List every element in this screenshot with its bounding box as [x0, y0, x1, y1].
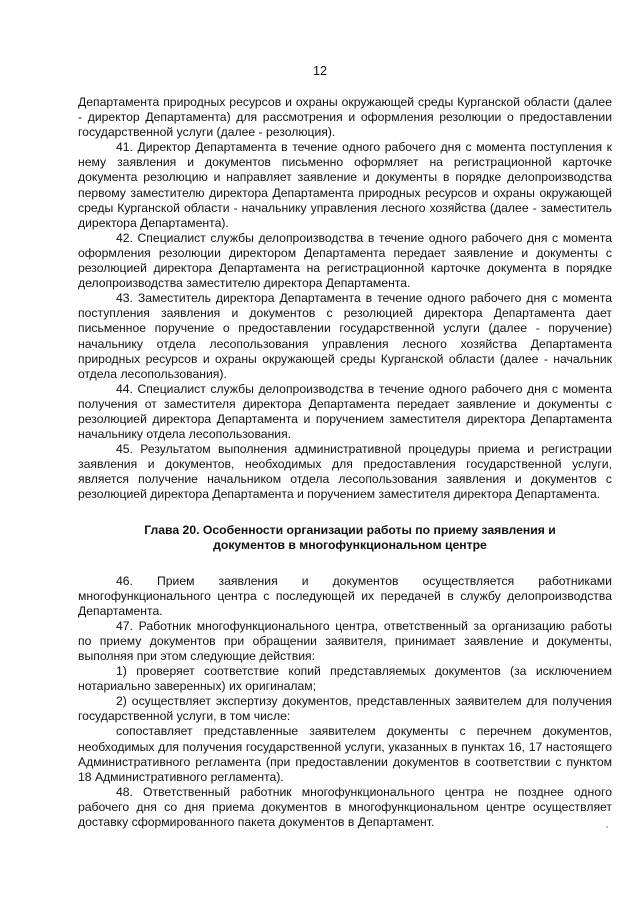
paragraph-43: 43. Заместитель директора Департамента в течение одного рабочего дня с момента поступления заявления и документов с резолюцией директора Департамента дает письменное поручение о предоставлении государственной услуги (далее - поручение) начальнику отдела лесопользования управления лесного хозяйства Департамента природных ресурсов и охраны окружающей среды Курганской области (далее - начальник отдела лесопользования). — [78, 291, 612, 381]
list-item-1: 1) проверяет соответствие копий представляемых документов (за исключением нотариально заверенных) их оригиналам; — [78, 664, 612, 694]
paragraph-42: 42. Специалист службы делопроизводства в течение одного рабочего дня с момента оформления резолюции директором Департамента передает заявление и документы с резолюцией директора Департамента на регистрационной карточке документа в порядке делопроизводства заместителю директора Департамента. — [78, 230, 612, 291]
paragraph-47: 47. Работник многофункционального центра, ответственный за организацию работы по приему документов при обращении заявителя, принимает заявление и документы, выполняя при этом следующие действия: — [78, 618, 612, 663]
paragraph-continuation: Департамента природных ресурсов и охраны окружающей среды Курганской области (далее - директор Департамента) для рассмотрения и оформления резолюции о предоставлении государственной услуги (далее - резолюция). — [78, 95, 612, 140]
list-item-2: 2) осуществляет экспертизу документов, представленных заявителем для получения государственной услуги, в том числе: — [78, 694, 612, 724]
chapter-heading: Глава 20. Особенности организации работы по приему заявления и документов в многофункциональном центре — [144, 522, 556, 553]
page-number: 12 — [313, 64, 327, 78]
sub-item: сопоставляет представленные заявителем документы с перечнем документов, необходимых для получения государственной услуги, указанных в пунктах 16, 17 настоящего Административного регламента (при предоставлении документов в соответствии с пунктом 18 Административного регламента). — [78, 724, 612, 784]
paragraph-45: 45. Результатом выполнения административной процедуры приема и регистрации заявления и документов, необходимых для предоставления государственной услуги, является получение начальником отдела лесопользования заявления и документов с резолюцией директора Департамента и поручением заместителя директора Департамента. — [78, 442, 612, 502]
document-body — [78, 95, 612, 830]
paragraph-48: 48. Ответственный работник многофункционального центра не позднее одного рабочего дня со дня приема документов в многофункциональном центре осуществляет доставку сформированного пакета документов в Департамент. — [78, 784, 612, 830]
paragraph-44: 44. Специалист службы делопроизводства в течение одного рабочего дня с момента получения от заместителя директора Департамента передает заявление и документы с резолюцией директора Департамента и поручением заместителя директора Департамента начальнику отдела лесопользования. — [78, 381, 612, 442]
paragraph-41: 41. Директор Департамента в течение одного рабочего дня с момента поступления к нему заявления и документов письменно оформляет на регистрационной карточке документа резолюцию и направляет заявление и документы в порядке делопроизводства первому заместителю директора Департамента природных ресурсов и охраны окружающей среды Курганской области - начальнику управления лесного хозяйства (далее - заместитель директора Департамента). — [78, 140, 612, 230]
scan-speck — [606, 826, 608, 828]
paragraph-46: 46. Прием заявления и документов осуществляется работниками многофункционального центра с последующей их передачей в службу делопроизводства Департамента. — [78, 573, 612, 618]
